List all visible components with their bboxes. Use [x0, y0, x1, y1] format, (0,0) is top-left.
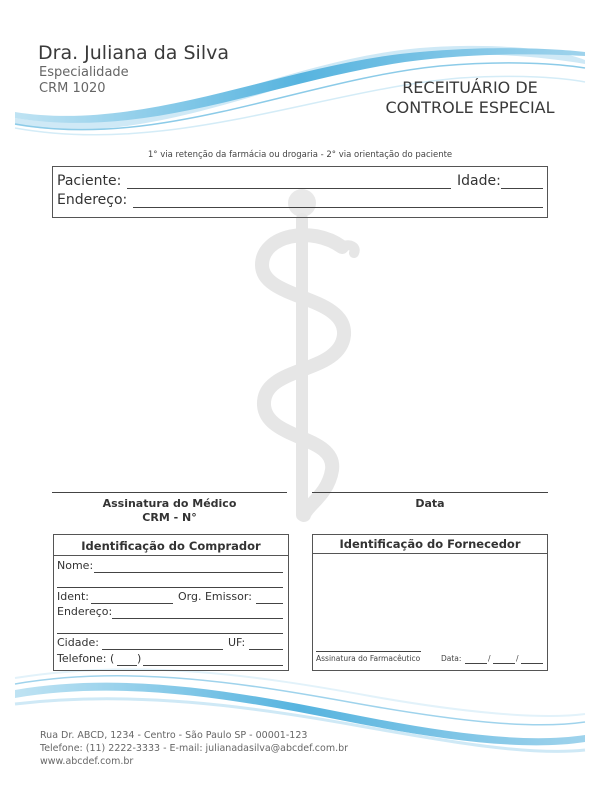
- buyer-ident-field[interactable]: [91, 603, 173, 604]
- date-separator-1: /: [488, 654, 491, 663]
- age-label: Idade:: [457, 173, 501, 189]
- patient-box: [52, 166, 548, 218]
- supplier-date-year[interactable]: [521, 663, 543, 664]
- address-field[interactable]: [133, 207, 543, 208]
- buyer-org-label: Org. Emissor:: [178, 590, 252, 603]
- buyer-name-field-2[interactable]: [57, 587, 283, 588]
- buyer-city-label: Cidade:: [57, 636, 99, 649]
- title-line-1: RECEITUÁRIO DE: [402, 78, 538, 97]
- buyer-name-label: Nome:: [57, 559, 94, 572]
- supplier-divider: [313, 553, 547, 554]
- rod-of-asclepius-watermark-icon: [232, 185, 372, 525]
- date-signature-line[interactable]: [312, 492, 548, 493]
- patient-label: Paciente:: [57, 173, 122, 189]
- doctor-signature-label: [52, 497, 287, 525]
- supplier-date-day[interactable]: [465, 663, 487, 664]
- buyer-uf-field[interactable]: [249, 649, 283, 650]
- buyer-phone-area-field[interactable]: [117, 665, 137, 666]
- pharmacist-signature-line[interactable]: [316, 651, 421, 652]
- title-line-2: CONTROLE ESPECIAL: [385, 98, 555, 117]
- footer-address: Rua Dr. ABCD, 1234 - Centro - São Paulo SP - 00001-123: [40, 730, 308, 741]
- doctor-crm: CRM 1020: [39, 81, 106, 96]
- via-note: 1° via retenção da farmácia ou drogaria - 2° via orientação do paciente: [147, 150, 453, 160]
- buyer-org-field[interactable]: [256, 603, 283, 604]
- buyer-divider: [54, 555, 288, 556]
- doctor-signature-line[interactable]: [52, 492, 287, 493]
- buyer-phone-label: Telefone: (: [57, 652, 115, 665]
- document-title: [360, 78, 580, 118]
- buyer-address-label: Endereço:: [57, 605, 113, 618]
- buyer-phone-close: ): [137, 652, 142, 665]
- footer-website[interactable]: www.abcdef.com.br: [40, 756, 134, 767]
- footer-contact: Telefone: (11) 2222-3333 - E-mail: julianadasilva@abcdef.com.br: [40, 743, 349, 754]
- address-label: Endereço:: [57, 192, 128, 208]
- buyer-box: [53, 534, 289, 671]
- doctor-specialty: Especialidade: [39, 65, 129, 80]
- buyer-ident-label: Ident:: [57, 590, 89, 603]
- supplier-date-month[interactable]: [493, 663, 515, 664]
- buyer-phone-field[interactable]: [143, 665, 283, 666]
- date-label: Data: [415, 497, 445, 510]
- buyer-title: Identificação do Comprador: [81, 539, 261, 553]
- supplier-date-label: Data:: [441, 654, 462, 663]
- date-separator-2: /: [516, 654, 519, 663]
- supplier-box: [312, 534, 548, 671]
- buyer-name-field[interactable]: [94, 572, 283, 573]
- supplier-title: Identificação do Fornecedor: [339, 537, 521, 551]
- buyer-address-field-2[interactable]: [57, 633, 283, 634]
- doctor-name: Dra. Juliana da Silva: [38, 42, 229, 64]
- doctor-signature-text: Assinatura do Médico: [102, 497, 237, 510]
- buyer-city-field[interactable]: [102, 649, 223, 650]
- buyer-uf-label: UF:: [228, 636, 246, 649]
- pharmacist-signature-label: Assinatura do Farmacêutico: [316, 654, 421, 663]
- doctor-crm-text: CRM - N°: [142, 511, 197, 524]
- buyer-address-field[interactable]: [112, 618, 283, 619]
- patient-name-field[interactable]: [127, 188, 451, 189]
- age-field[interactable]: [501, 188, 543, 189]
